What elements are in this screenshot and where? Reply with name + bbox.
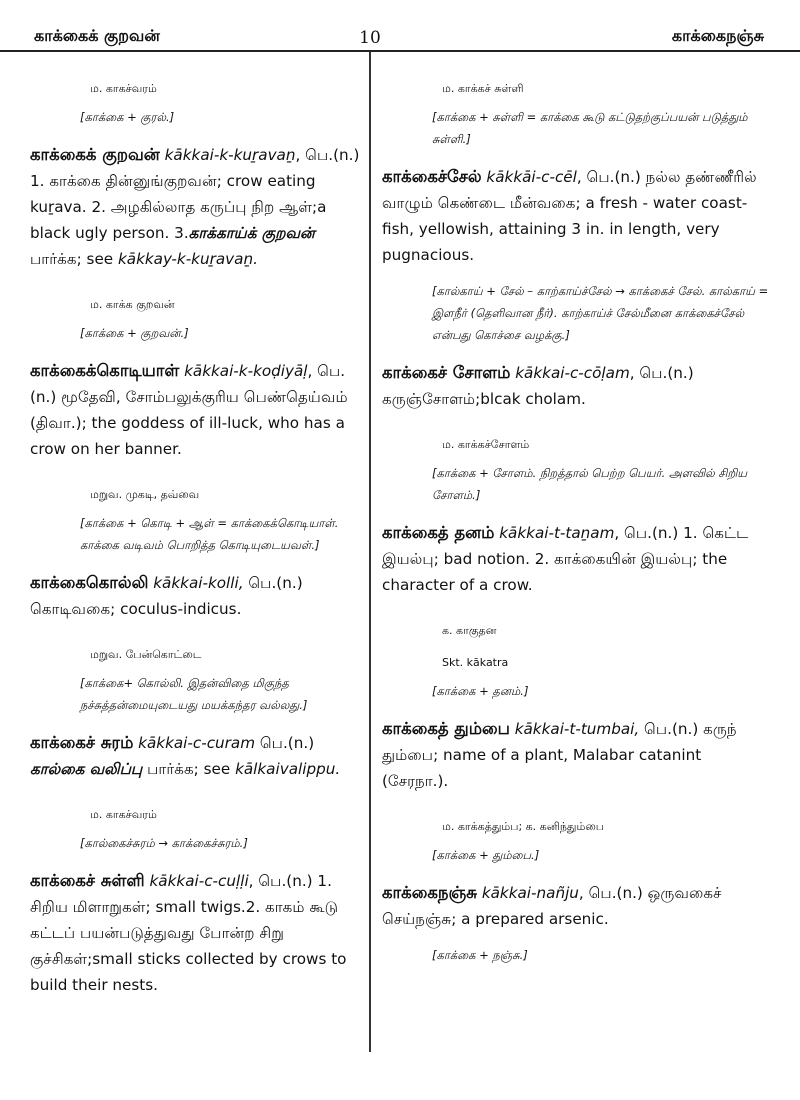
cross-reference: காக்காய்க் குறவன் — [188, 224, 315, 242]
cross-reference-translit: kākkay-k-kuṟavaṉ. — [117, 250, 258, 268]
headword: காக்கைகொல்லி — [30, 573, 149, 592]
part-of-speech: , பெ.(n.) — [248, 872, 313, 890]
etymology: [காக்கை + சுள்ளி = காக்கை கூடு கட்டுதற்குப்பயன் படுத்தும் சுள்ளி.] — [432, 110, 748, 146]
cognate: க. காகுதன — [442, 624, 497, 637]
headword: காக்கைச்சேல் — [382, 167, 482, 186]
part-of-speech: பெ.(n.) — [255, 734, 315, 752]
etymology: [காக்கை + குரல்.] — [80, 110, 175, 124]
page-header — [0, 0, 800, 52]
part-of-speech: பெ.(n.) — [639, 720, 699, 738]
transliteration: kākkai-kolli, — [153, 574, 244, 592]
headword: காக்கைத் தும்பை — [382, 719, 510, 738]
etymology: [கால்கைச்சுரம் → காக்கைச்சுரம்.] — [80, 836, 248, 850]
transliteration: kākkai-k-kuṟavaṉ — [164, 146, 296, 164]
headword: காக்கைச் சுள்ளி — [30, 871, 145, 890]
transliteration: kākkai-t-taṉam — [499, 524, 615, 542]
see-text: பார்க்க; see — [30, 250, 118, 268]
headword: காக்கைச் சுரம் — [30, 733, 134, 752]
dictionary-entry — [30, 730, 364, 782]
etymology: [காக்கை+ கொல்லி. இதன்விதை மிகுந்த நச்சுத்தன்மையுடையது மயக்கந்தர வல்லது.] — [80, 676, 308, 712]
definition: நல்ல தண்ணீரில் வாழும் கெண்டை மீன்வகை; a fresh - water coast-fish, yellowish, attaining 3 in. in length, very pugnacious. — [382, 168, 757, 264]
see-text: பார்க்க; see — [142, 760, 236, 778]
cognate: ம. காகச்வரம் — [90, 808, 157, 821]
etymology: [காக்கை + கொடி + ஆள் = காக்கைக்கொடியாள். காக்கை வடிவம் பொறித்த கொடியுடையவள்.] — [80, 516, 339, 552]
dictionary-entry — [382, 716, 770, 794]
transliteration: kākkāi-c-cēl — [486, 168, 577, 186]
transliteration: kākkai-t-tumbai, — [514, 720, 640, 738]
headword: காக்கைச் சோளம் — [382, 363, 511, 382]
cognate: ம. காக்கத்தும்ப; க. கனிந்தும்பை — [442, 820, 604, 833]
headword: காக்கைக்கொடியாள் — [30, 361, 180, 380]
cognate: ம. காக்கச்சோளம் — [442, 438, 530, 451]
cognate: ம. காக்கச் சுள்ளி — [442, 82, 524, 95]
definition: கருஞ்சோளம்;blcak cholam. — [382, 390, 586, 408]
column-divider — [369, 52, 371, 1052]
dictionary-entry — [382, 360, 770, 412]
transliteration: kākkai-c-curam — [138, 734, 256, 752]
dictionary-entry — [382, 164, 770, 268]
dictionary-entry — [30, 570, 364, 622]
part-of-speech: , பெ.(n.) — [295, 146, 360, 164]
etymology: [காக்கை + தும்பை.] — [432, 848, 540, 862]
etymology: [காக்கை + தனம்.] — [432, 684, 529, 698]
headword: காக்கைத் தனம் — [382, 523, 495, 542]
running-head-right: காக்கைநஞ்சு — [671, 26, 764, 45]
part-of-speech: பெ.(n.) — [248, 574, 303, 592]
definition: கருந் தும்பை; name of a plant, Malabar catanint (சேரநா.). — [382, 720, 737, 790]
part-of-speech: , பெ.(n.) — [576, 168, 641, 186]
dictionary-entry — [30, 358, 364, 462]
definition: 1. கெட்ட இயல்பு; bad notion. 2. காக்கையின் இயல்பு; the character of a crow. — [382, 524, 749, 594]
definition: 1. சிறிய மிளாறுகள்; small twigs.2. காகம் கூடு கட்டப் பயன்படுத்துவது போன்ற சிறு குச்சிகள்;small sticks collected by crows to build their nests. — [30, 872, 347, 994]
definition: 1. காக்கை தின்னுங்குறவன்; crow eating kuṟava. 2. அழகில்லாத கருப்பு நிற ஆள்;a black ugly person. 3. — [30, 172, 327, 242]
transliteration: kākkai-c-cōḷam — [515, 364, 630, 382]
page-number: 10 — [359, 28, 381, 48]
cross-reference-translit: kālkaivalippu. — [235, 760, 341, 778]
part-of-speech: , பெ.(n.) — [629, 364, 694, 382]
dictionary-entry — [382, 520, 770, 598]
part-of-speech: , பெ.(n.) — [30, 362, 346, 406]
dictionary-entry — [382, 880, 770, 932]
etymology: [காக்கை + குறவன்.] — [80, 326, 189, 340]
dictionary-entry — [30, 868, 364, 998]
etymology: [காக்கை + நஞ்சு.] — [432, 948, 528, 962]
left-column — [30, 50, 364, 1010]
running-head-left: காக்கைக் குறவன் — [34, 26, 160, 45]
cognate: ம. காகச்வரம் — [90, 82, 157, 95]
headword: காக்கைநஞ்சு — [382, 883, 477, 902]
cognate: மறுவ. முகடி, தவ்வை — [90, 488, 200, 501]
transliteration: kākkai-k-koḍiyāḷ — [184, 362, 308, 380]
transliteration: kākkai-nañju — [481, 884, 579, 902]
etymology: [காக்கை + சோளம். நிறத்தால் பெற்ற பெயர். அளவில் சிறிய சோளம்.] — [432, 466, 748, 502]
right-column — [382, 50, 770, 980]
cognate: ம. காக்க குறவன் — [90, 298, 175, 311]
cross-reference: கால்கை வலிப்பு — [30, 760, 143, 778]
part-of-speech: , பெ.(n.) — [578, 884, 643, 902]
transliteration: kākkai-c-cuḷḷi — [149, 872, 249, 890]
definition: கொடிவகை; coculus-indicus. — [30, 600, 242, 618]
part-of-speech: , பெ.(n.) — [614, 524, 679, 542]
cognate-sanskrit: Skt. kākatra — [442, 656, 509, 669]
definition: ஒருவகைச் செய்நஞ்சு; a prepared arsenic. — [382, 884, 722, 928]
cognate: மறுவ. பேன்கொட்டை — [90, 648, 202, 661]
dictionary-entry — [30, 142, 364, 272]
headword: காக்கைக் குறவன் — [30, 145, 160, 164]
etymology: [கால்காய் + சேல் – காற்காய்ச்சேல் → காக்கைச் சேல். கால்காய் = இளநீர் (தெளிவான நீர்). காற்காய்ச் சேல்மீனை காக்கைச்சேல் என்பது கொச்சை வழக்கு.] — [432, 284, 769, 342]
definition: மூதேவி, சோம்பலுக்குரிய பெண்தெய்வம் (திவா.); the goddess of ill-luck, who has a crow on her banner. — [30, 388, 348, 458]
